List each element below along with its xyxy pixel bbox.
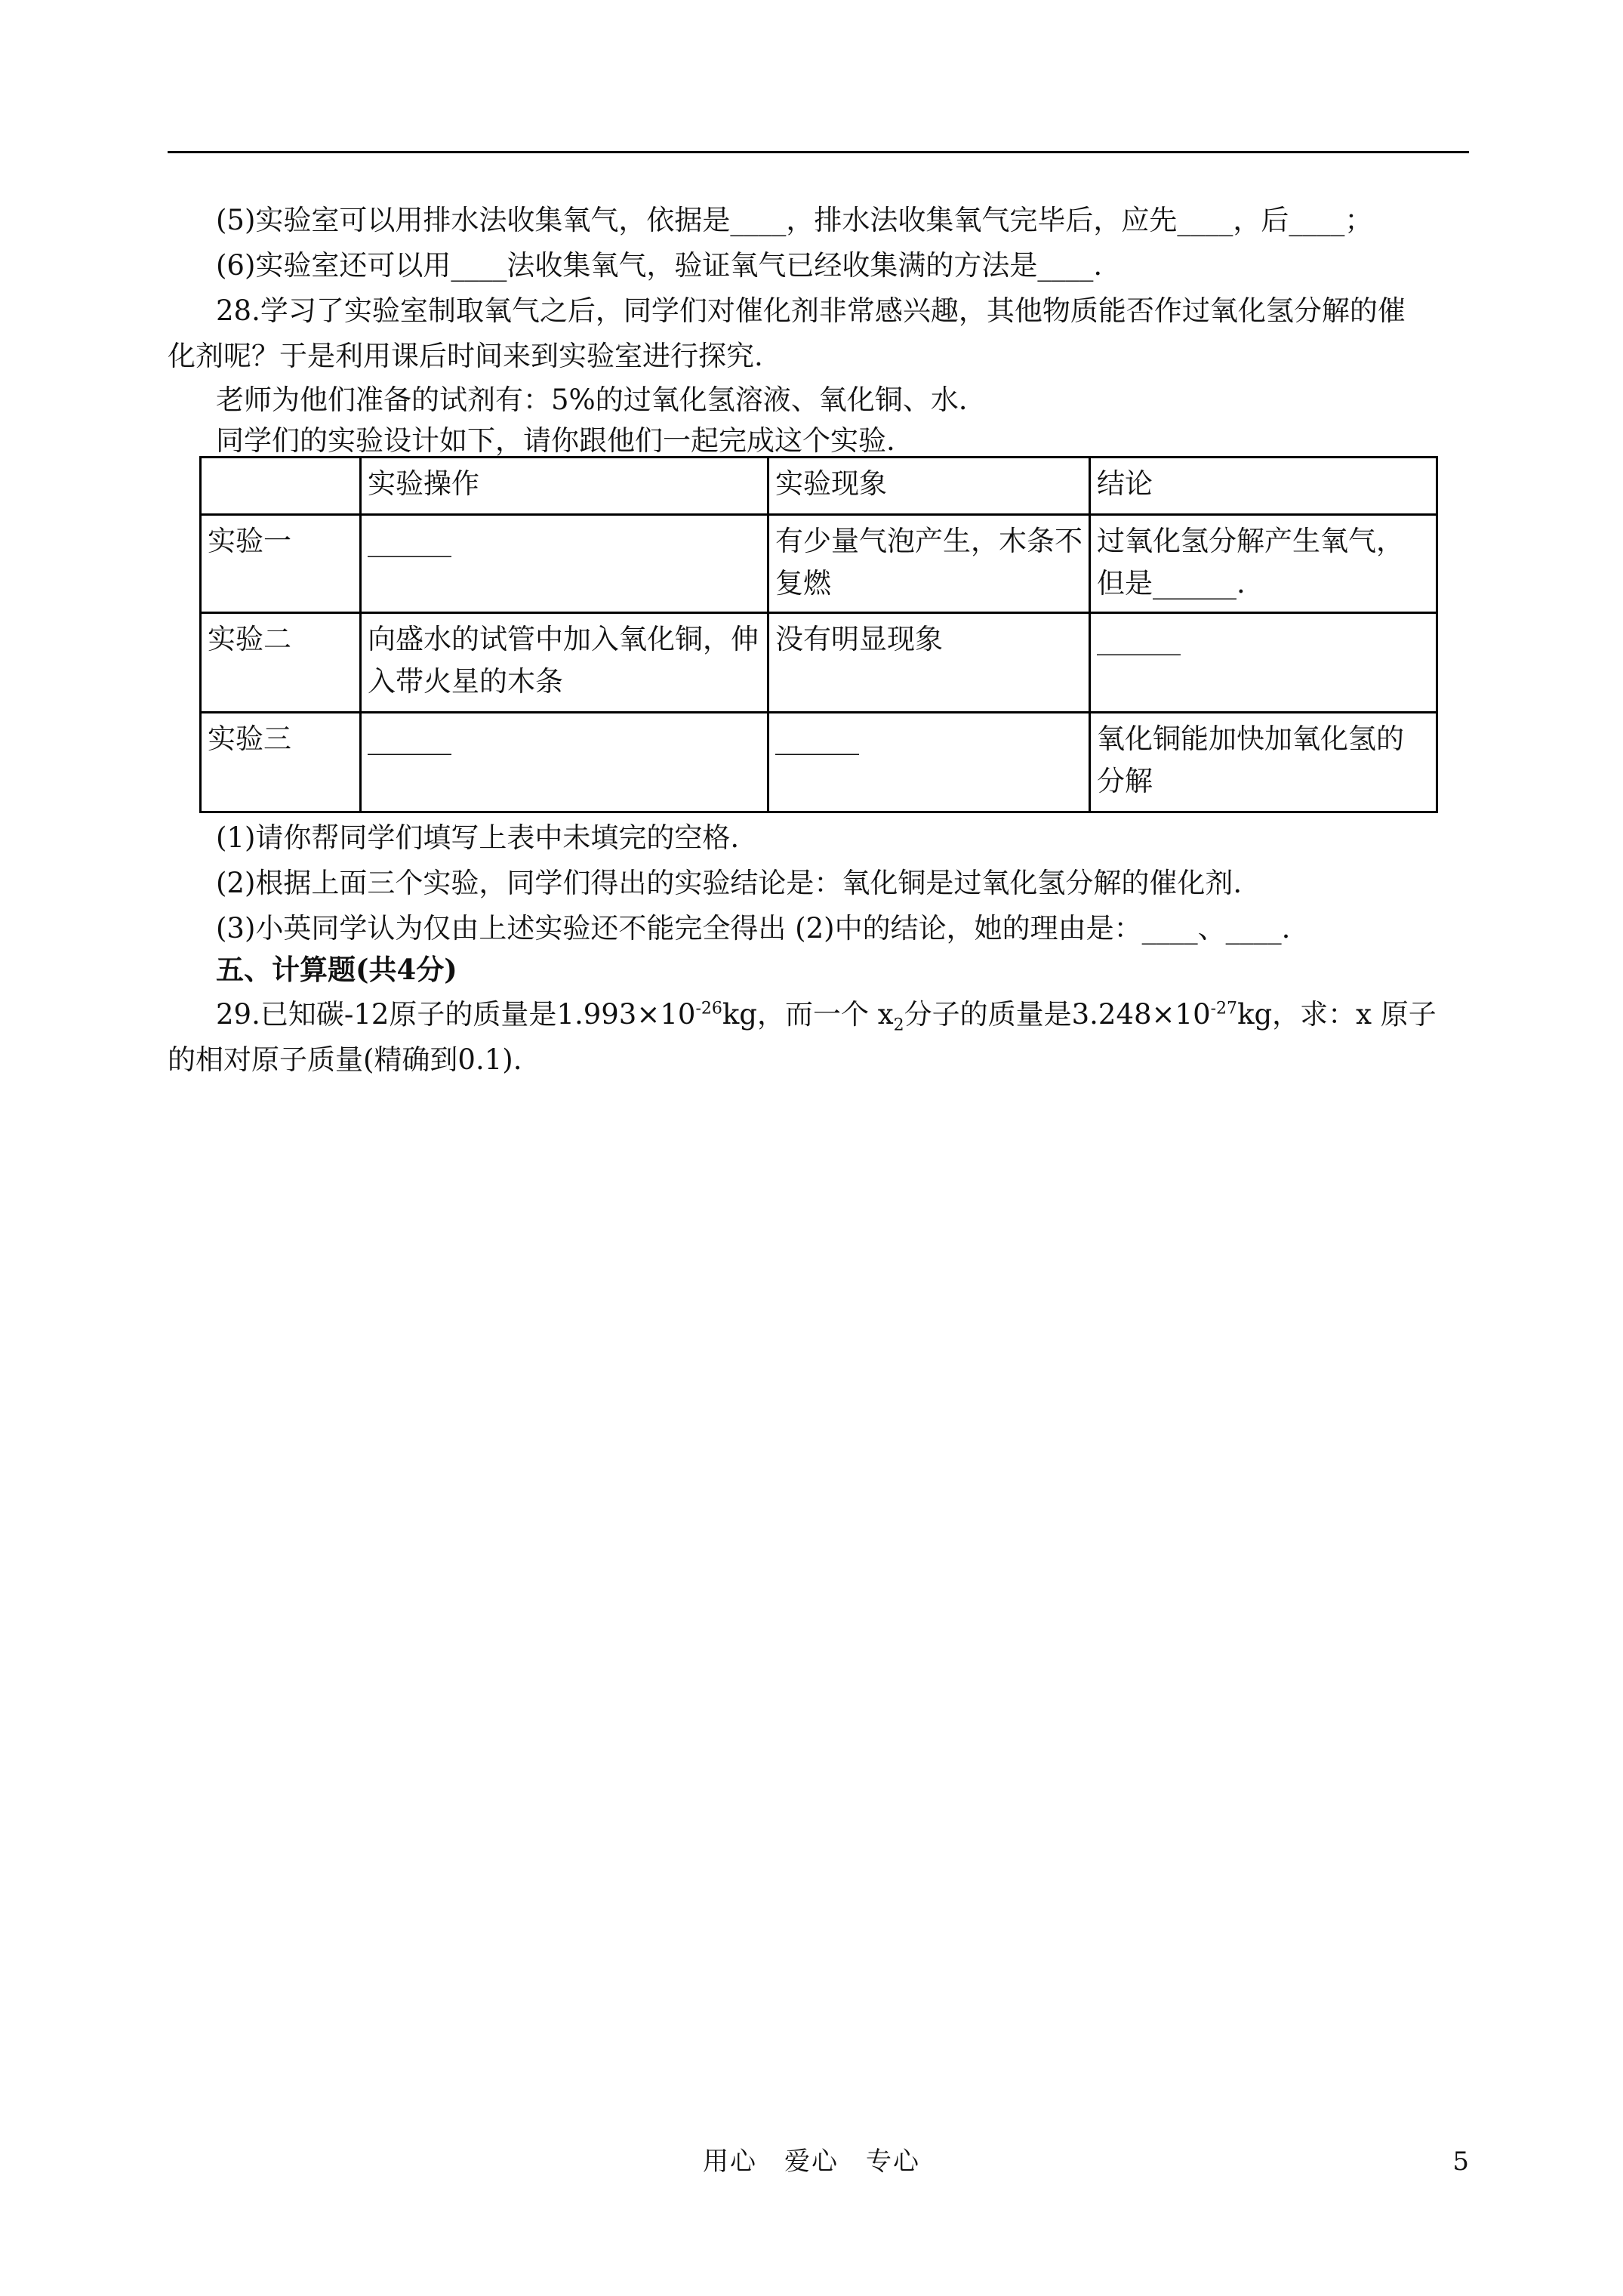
question-28-line2: 化剂呢？于是利用课后时间来到实验室进行探究. xyxy=(168,340,763,372)
table-cell: 过氧化氢分解产生氧气，但是______. xyxy=(1090,515,1437,613)
sub-question-2: (2)根据上面三个实验，同学们得出的实验结论是：氧化铜是过氧化氢分解的催化剂. xyxy=(216,867,1243,899)
table-header-cell: 实验操作 xyxy=(361,458,768,515)
table-cell: 有少量气泡产生，木条不复燃 xyxy=(768,515,1090,613)
table-row xyxy=(201,613,1437,713)
design-text: 同学们的实验设计如下，请你跟他们一起完成这个实验. xyxy=(216,424,895,457)
question-6: (6)实验室还可以用____法收集氧气，验证氧气已经收集满的方法是____. xyxy=(216,249,1103,282)
question-29-line1 xyxy=(168,992,1469,1037)
table-cell: 氧化铜能加快加氧化氢的分解 xyxy=(1090,713,1437,812)
sub-question-1: (1)请你帮同学们填写上表中未填完的空格. xyxy=(216,821,740,854)
table-cell: 向盛水的试管中加入氧化铜，伸入带火星的木条 xyxy=(361,613,768,713)
header-rule xyxy=(168,151,1469,153)
table-header-row xyxy=(201,458,1437,515)
experiment-table xyxy=(199,456,1438,813)
table-row xyxy=(201,713,1437,812)
table-row xyxy=(201,515,1437,613)
q29-text-b: kg，而一个 x xyxy=(722,998,894,1031)
table-cell: 没有明显现象 xyxy=(768,613,1090,713)
q29-text-a: 29.已知碳-12原子的质量是1.993×10 xyxy=(216,998,696,1031)
table-cell: ______ xyxy=(768,713,1090,812)
table-cell: ______ xyxy=(361,713,768,812)
section-heading: 五、计算题(共4分) xyxy=(216,953,457,986)
table-cell: 实验三 xyxy=(201,713,361,812)
q29-text-c: 分子的质量是3.248×10 xyxy=(904,998,1211,1031)
table-header-cell: 结论 xyxy=(1090,458,1437,515)
q29-subscript: 2 xyxy=(893,1015,904,1035)
q29-exponent-2: -27 xyxy=(1210,999,1238,1019)
table-cell: ______ xyxy=(1090,613,1437,713)
table-cell: 实验一 xyxy=(201,515,361,613)
table-header-cell xyxy=(201,458,361,515)
table-header-cell: 实验现象 xyxy=(768,458,1090,515)
reagents-text: 老师为他们准备的试剂有：5%的过氧化氢溶液、氧化铜、水. xyxy=(216,384,968,416)
page-number: 5 xyxy=(1452,2147,1469,2177)
q29-text-d: kg，求：x 原子 xyxy=(1237,998,1437,1031)
question-5: (5)实验室可以用排水法收集氧气，依据是____，排水法收集氧气完毕后，应先____，后____； xyxy=(216,204,1373,236)
sub-question-3: (3)小英同学认为仅由上述实验还不能完全得出 (2)中的结论，她的理由是：____、____. xyxy=(216,912,1291,945)
footer-motto: 用心 爱心 专心 xyxy=(703,2147,920,2177)
question-28-line1: 28.学习了实验室制取氧气之后，同学们对催化剂非常感兴趣，其他物质能否作过氧化氢分解的催 xyxy=(216,294,1406,327)
table-cell: 实验二 xyxy=(201,613,361,713)
table-cell: ______ xyxy=(361,515,768,613)
question-29-line2: 的相对原子质量(精确到0.1). xyxy=(168,1043,522,1076)
q29-exponent-1: -26 xyxy=(695,999,722,1019)
